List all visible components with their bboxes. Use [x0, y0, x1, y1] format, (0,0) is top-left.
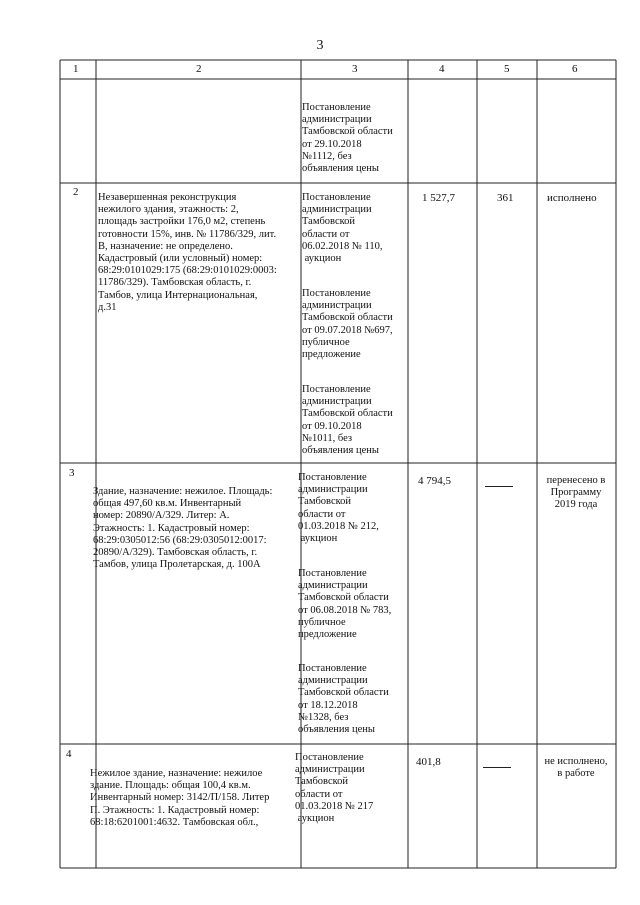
- row4-decision-1: Постановление администрации Тамбовской области от 01.03.2018 № 217 аукцион: [295, 752, 374, 825]
- row2-decision-1: Постановление администрации Тамбовской области от 06.02.2018 № 110, аукцион: [302, 192, 383, 265]
- header-col-4: 4: [439, 63, 445, 75]
- header-col-2: 2: [196, 63, 202, 75]
- row4-area: 401,8: [416, 756, 441, 768]
- row2-sum: 361: [497, 192, 514, 204]
- page-number: 3: [316, 38, 324, 53]
- row1-decision-1: Постановление администрации Тамбовской области от 29.10.2018 №1112, без объявления цены: [302, 102, 393, 175]
- header-col-5: 5: [504, 63, 510, 75]
- row3-status: перенесено в Программу 2019 года: [546, 475, 606, 511]
- row2-decision-2: Постановление администрации Тамбовской области от 09.07.2018 №697, публичное предложение: [302, 288, 393, 361]
- row2-number: 2: [73, 186, 79, 198]
- row3-object-description: Здание, назначение: нежилое. Площадь: общая 497,60 кв.м. Инвентарный номер: 20890/А/329. Литер: А. Этажность: 1. Кадастровый номер: 68:29:0305012:56 (68:29:0305012:0017: 20890/А/329). Тамбовская область, г. Тамбов, улица Пролетарская, д. 100А: [93, 486, 273, 571]
- row4-object-description: Нежилое здание, назначение: нежилое здание. Площадь: общая 100,4 кв.м. Инвентарный номер: 3142/П/158. Литер П. Этажность: 1. Кадастровый номер: 68:18:6201001:4632. Тамбовская обл.,: [90, 768, 270, 828]
- row2-area: 1 527,7: [422, 192, 455, 204]
- row4-status: не исполнено, в работе: [544, 756, 608, 780]
- row3-number: 3: [69, 467, 75, 479]
- row4-sum-dash: [483, 767, 511, 768]
- header-col-6: 6: [572, 63, 578, 75]
- row2-decision-3: Постановление администрации Тамбовской области от 09.10.2018 №1011, без объявления цены: [302, 384, 393, 457]
- header-col-3: 3: [352, 63, 358, 75]
- row3-sum-dash: [485, 486, 513, 487]
- row3-decision-2: Постановление администрации Тамбовской области от 06.08.2018 № 783, публичное предложение: [298, 568, 392, 641]
- header-col-1: 1: [73, 63, 79, 75]
- row3-decision-3: Постановление администрации Тамбовской области от 18.12.2018 №1328, без объявления цены: [298, 663, 389, 736]
- row3-area: 4 794,5: [418, 475, 451, 487]
- row3-decision-1: Постановление администрации Тамбовской области от 01.03.2018 № 212, аукцион: [298, 472, 379, 545]
- row2-status: исполнено: [547, 192, 597, 204]
- row4-number: 4: [66, 748, 72, 760]
- row2-object-description: Незавершенная реконструкция нежилого здания, этажность: 2, площадь застройки 176,0 м2, степень готовности 15%, инв. № 11786/329, лит. В, назначение: не определено. Кадастровый (или условный) номер: 68:29:0101029:175 (68:29:0101029:0003: 11786/329). Тамбовская область, г. Тамбов, улица Интернациональная, д.31: [98, 192, 277, 313]
